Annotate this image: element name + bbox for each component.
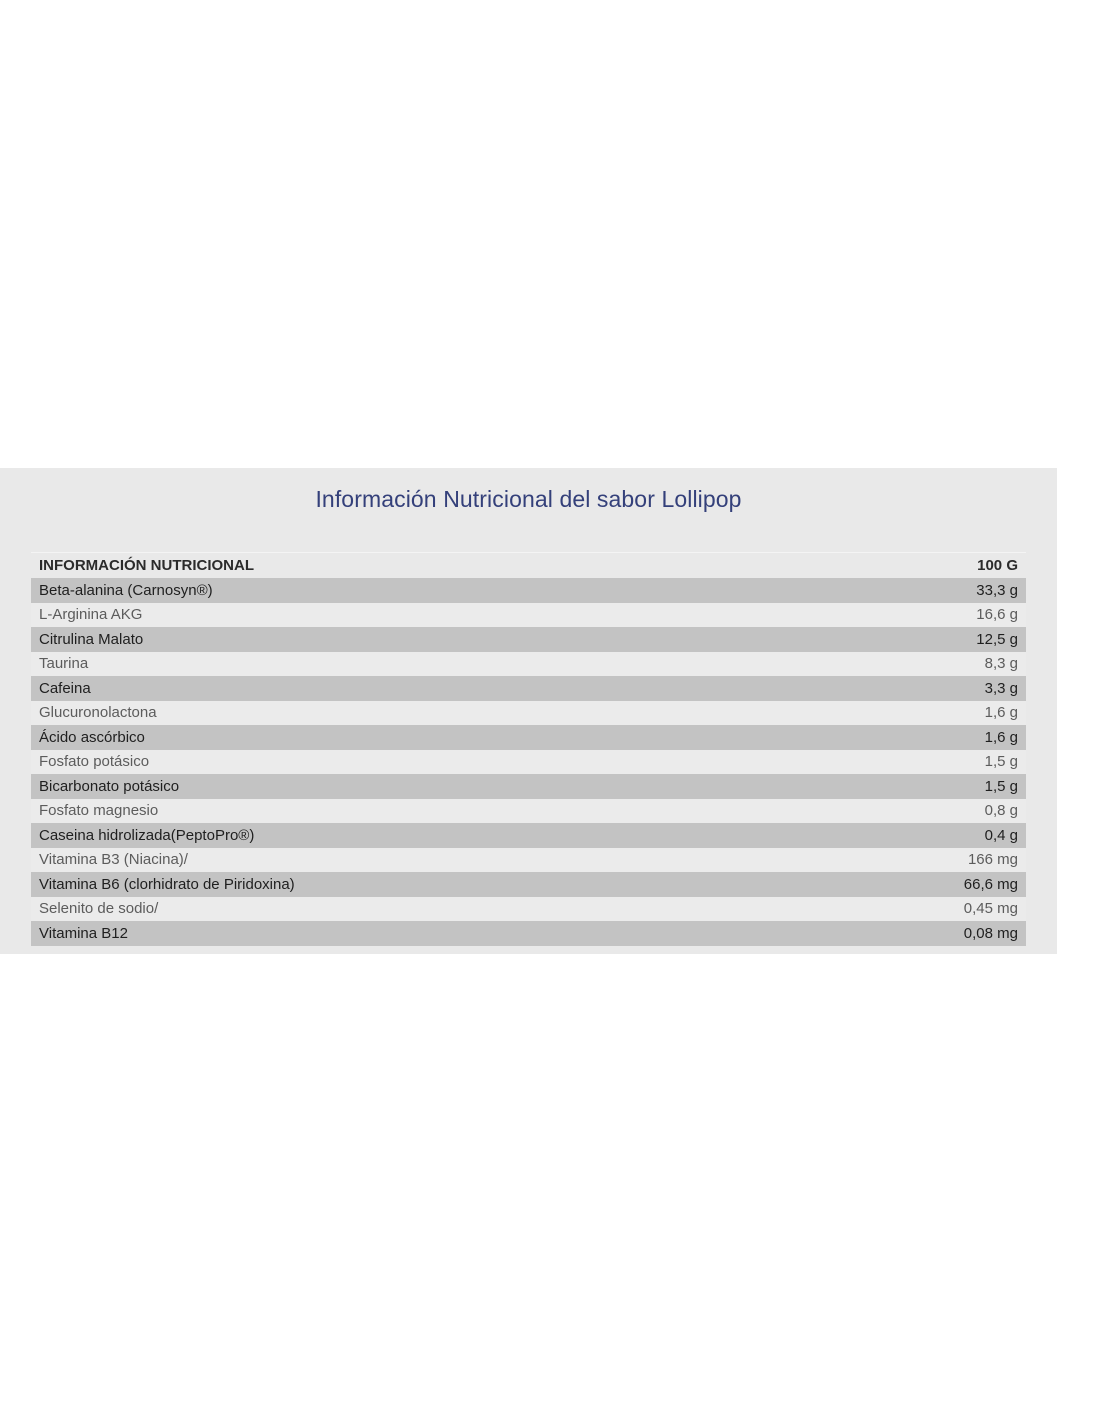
table-row: [31, 725, 1026, 750]
nutrient-name: Cafeina: [39, 679, 91, 697]
nutrient-name: Glucuronolactona: [39, 704, 157, 722]
nutrient-name: Selenito de sodio/: [39, 900, 159, 918]
header-value-cell: 100 G: [977, 557, 1018, 574]
nutrient-value: 16,6 g: [976, 606, 1018, 624]
table-row: [31, 848, 1026, 873]
nutrition-table: [31, 552, 1026, 946]
table-row: [31, 897, 1026, 922]
nutrient-name: L-Arginina AKG: [39, 606, 143, 624]
nutrient-value: 0,8 g: [984, 802, 1018, 820]
nutrient-value: 0,08 mg: [963, 924, 1018, 942]
header-name-cell: INFORMACIÓN NUTRICIONAL: [39, 557, 254, 574]
table-row: [31, 603, 1026, 628]
nutrient-value: 1,6 g: [984, 728, 1018, 746]
nutrient-name: Ácido ascórbico: [39, 728, 145, 746]
table-row: [31, 627, 1026, 652]
nutrient-name: Caseina hidrolizada(PeptoPro®): [39, 826, 255, 844]
nutrient-value: 1,5 g: [984, 753, 1018, 771]
table-row: [31, 872, 1026, 897]
table-row: [31, 774, 1026, 799]
table-row: [31, 799, 1026, 824]
table-row: [31, 652, 1026, 677]
table-row: [31, 921, 1026, 946]
nutrient-name: Vitamina B3 (Niacina)/: [39, 851, 188, 869]
nutrient-value: 1,6 g: [984, 704, 1018, 722]
nutrient-name: Fosfato potásico: [39, 753, 150, 771]
nutrient-value: 1,5 g: [984, 777, 1018, 795]
nutrient-name: Taurina: [39, 655, 89, 673]
table-row: [31, 701, 1026, 726]
table-row: [31, 750, 1026, 775]
nutrient-value: 166 mg: [967, 851, 1018, 869]
nutrient-name: Bicarbonato potásico: [39, 777, 180, 795]
nutrient-value: 0,4 g: [984, 826, 1018, 844]
nutrient-name: Beta-alanina (Carnosyn®): [39, 581, 213, 599]
nutrient-name: Vitamina B12: [39, 924, 128, 942]
nutrient-value: 0,45 mg: [963, 900, 1018, 918]
table-row: [31, 578, 1026, 603]
nutrient-name: Citrulina Malato: [39, 630, 144, 648]
nutrient-name: Fosfato magnesio: [39, 802, 159, 820]
nutrient-name: Vitamina B6 (clorhidrato de Piridoxina): [39, 875, 295, 893]
table-row: [31, 823, 1026, 848]
nutrient-value: 8,3 g: [984, 655, 1018, 673]
nutrient-value: 33,3 g: [976, 581, 1018, 599]
nutrient-value: 3,3 g: [984, 679, 1018, 697]
nutrient-value: 66,6 mg: [963, 875, 1018, 893]
table-row: [31, 676, 1026, 701]
panel-title: Información Nutricional del sabor Lollipop: [315, 486, 742, 512]
nutrient-value: 12,5 g: [976, 630, 1018, 648]
nutrition-panel: [0, 468, 1057, 954]
table-header-row: [31, 553, 1026, 578]
